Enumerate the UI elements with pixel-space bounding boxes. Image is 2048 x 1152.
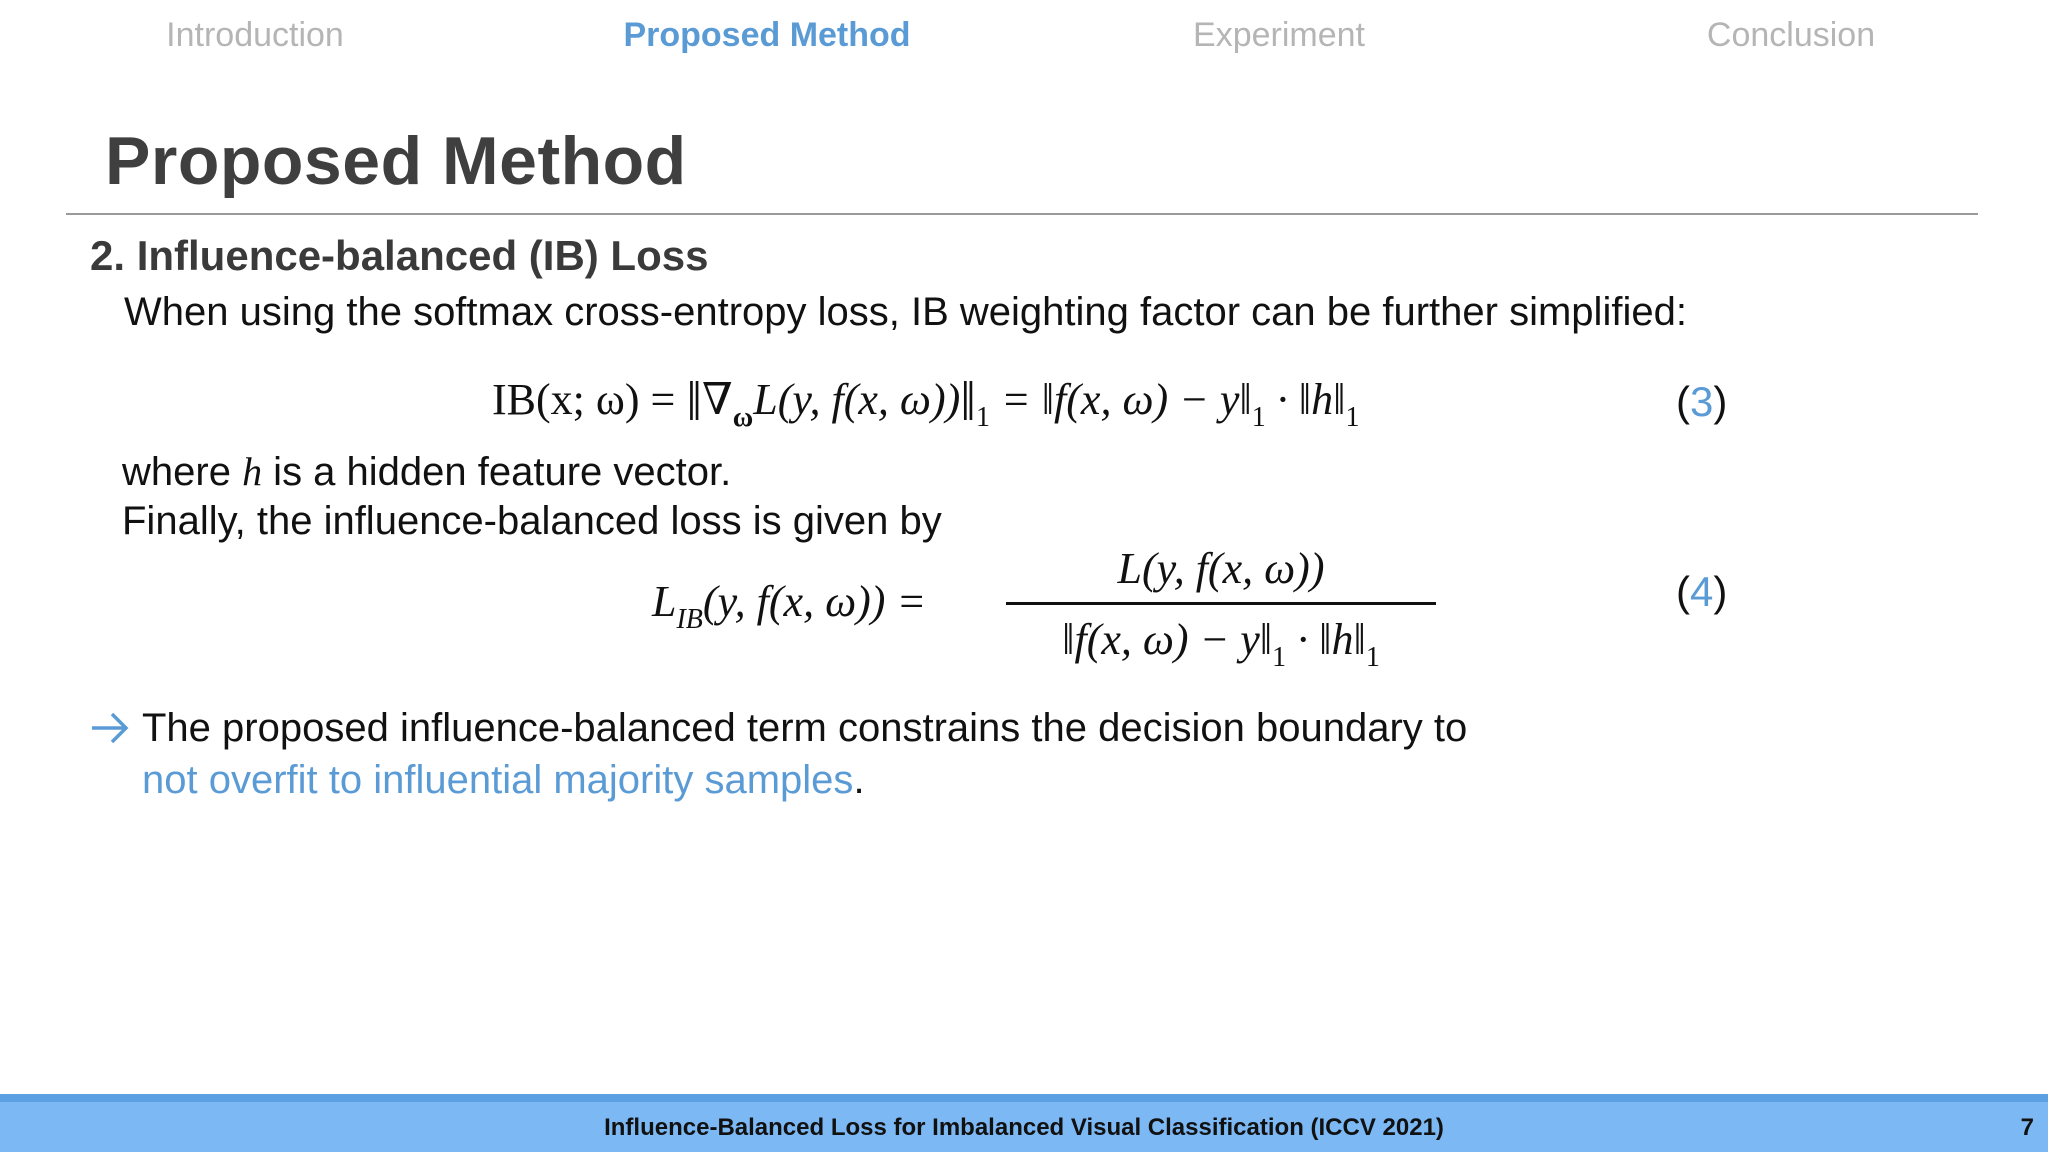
equation-3 [492,370,1359,434]
eq3-norm-open: ‖ [686,371,703,433]
where-text [122,448,731,495]
eq4-denom-part2: · ‖h‖ [1286,615,1366,664]
eq3-loss: L(y, f(x, ω)) [753,375,961,424]
finally-text: Finally, the influence-balanced loss is given by [122,499,942,543]
conclusion-line2 [142,758,865,803]
eq3-rhs-sub1: 1 [1251,402,1266,433]
eq3-number[interactable]: 3 [1690,378,1714,425]
equation-3-number: (3) [1676,378,1728,425]
eq4-denom-part1: ‖f(x, ω) − y‖ [1062,615,1273,664]
eq4-denominator [1006,611,1436,673]
where-var: h [242,449,263,494]
section-heading: 2. Influence-balanced (IB) Loss [90,232,709,279]
eq3-norm-sub: 1 [976,402,990,433]
eq3-omega-sub: ω [732,402,754,433]
eq3-norm-close: ‖ [960,371,976,433]
eq3-rhs-sub2: 1 [1345,402,1360,433]
eq3-nabla: ∇ [702,375,733,424]
nav-item-proposed-method[interactable]: Proposed Method [623,16,911,54]
nav-item-conclusion[interactable]: Conclusion [1706,16,1876,54]
where-suffix: is a hidden feature vector. [262,450,732,494]
conclusion-line1: The proposed influence-balanced term constrains the decision boundary to [142,706,1468,750]
arrow-right-icon [88,706,132,750]
section-nav [0,16,2048,66]
eq4-L: L [652,577,677,626]
eq4-sub: IB [676,604,703,635]
eq3-rhs-part1: = ‖f(x, ω) − y‖ [1001,375,1252,424]
equation-4-fraction [1006,540,1436,673]
eq4-numerator: L(y, f(x, ω)) [1117,544,1325,593]
equation-4-number: (4) [1676,568,1728,615]
where-prefix: where [122,450,243,494]
conclusion-highlight: not overfit to influential majority samples [142,758,854,802]
intro-text: When using the softmax cross-entropy loss, IB weighting factor can be further simplified: [124,290,1687,334]
equation-4-lhs [652,576,926,636]
eq4-denom-sub2: 1 [1365,642,1380,673]
eq3-rhs-part2: · ‖h‖ [1265,375,1346,424]
title-divider [66,213,1978,215]
eq4-lhs-rest: (y, f(x, ω)) = [702,577,927,626]
nav-item-experiment[interactable]: Experiment [1193,16,1365,54]
eq4-denom-sub1: 1 [1272,642,1287,673]
footer-bar [0,1094,2048,1152]
eq3-lhs: IB(x; ω) = [492,375,676,424]
fraction-bar [1006,602,1436,605]
nav-item-introduction[interactable]: Introduction [166,16,344,54]
eq4-number[interactable]: 4 [1690,568,1714,615]
page-number: 7 [2020,1114,2034,1141]
conclusion-period: . [853,758,865,802]
page-title: Proposed Method [105,123,687,199]
footer-title: Influence-Balanced Loss for Imbalanced Visual Classification (ICCV 2021) [604,1114,1444,1141]
